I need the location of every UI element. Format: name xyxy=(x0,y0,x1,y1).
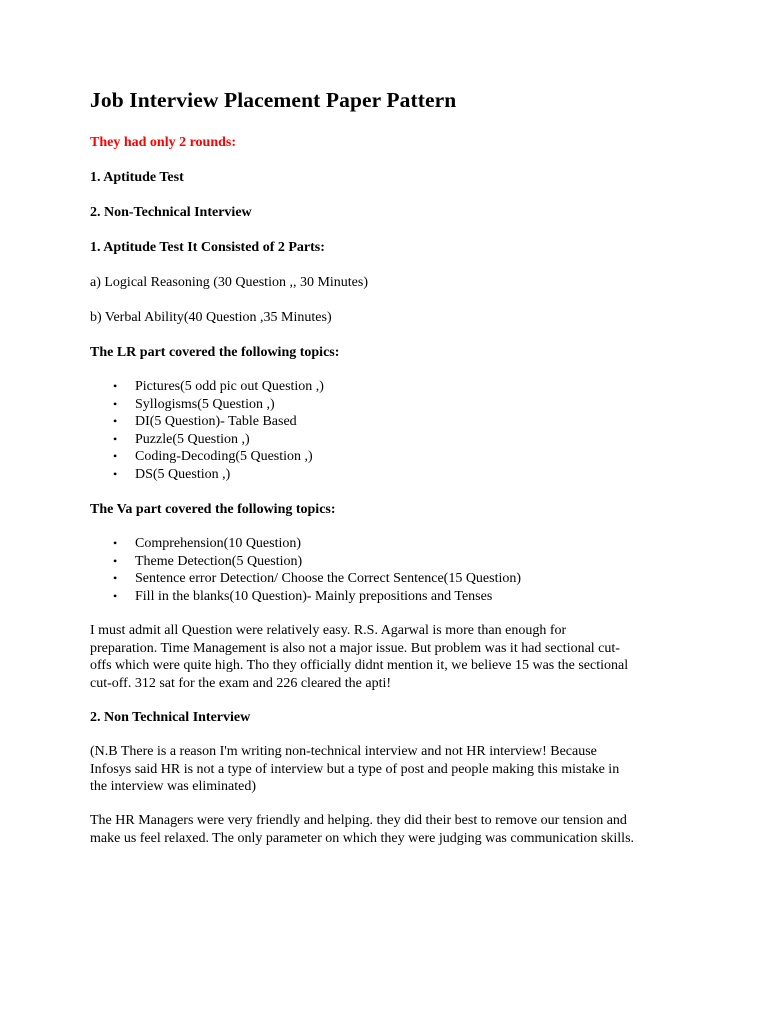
lr-topic-list xyxy=(90,378,324,483)
lr-heading: The LR part covered the following topics: xyxy=(90,345,340,360)
paragraph-line: Infosys said HR is not a type of interview but a type of post and people making this mistake in xyxy=(90,761,620,777)
list-item xyxy=(90,588,521,606)
va-topic-text: Theme Detection(5 Question) xyxy=(135,553,303,569)
lr-topic-text: Puzzle(5 Question ,) xyxy=(135,431,250,447)
list-item xyxy=(90,553,521,571)
bullet-icon: • xyxy=(113,466,118,481)
lr-topic-text: Syllogisms(5 Question ,) xyxy=(135,396,275,412)
part-b-text: b) Verbal Ability(40 Question ,35 Minutes) xyxy=(90,310,332,325)
bullet-icon: • xyxy=(113,588,118,603)
list-item xyxy=(90,535,521,553)
va-topic-text: Comprehension(10 Question) xyxy=(135,536,302,551)
paragraph-line: the interview was eliminated) xyxy=(90,779,256,794)
bullet-icon: • xyxy=(113,379,118,393)
list-item xyxy=(90,466,324,484)
bullet-icon: • xyxy=(113,571,118,585)
paragraph-line: cut-off. 312 sat for the exam and 226 cleared the apti! xyxy=(90,675,392,691)
list-item xyxy=(90,448,324,466)
paragraph-aptitude-summary xyxy=(90,622,690,692)
paragraph-line: (N.B There is a reason I'm writing non-technical interview and not HR interview! Because xyxy=(90,744,597,759)
va-topic-text: Fill in the blanks(10 Question)- Mainly prepositions and Tenses xyxy=(135,588,493,604)
list-item xyxy=(90,570,521,588)
non-technical-heading: 2. Non Technical Interview xyxy=(90,710,251,725)
paragraph-line: I must admit all Question were relatively easy. R.S. Agarwal is more than enough for xyxy=(90,623,567,638)
rounds-intro: They had only 2 rounds: xyxy=(90,135,237,150)
paragraph-line: make us feel relaxed. The only parameter on which they were judging was communication skills. xyxy=(90,830,635,846)
bullet-icon: • xyxy=(113,414,118,428)
paragraph-line: preparation. Time Management is also not a major issue. But problem was it had sectional cut- xyxy=(90,640,620,656)
paragraph-nb-note xyxy=(90,743,690,796)
lr-topic-text: DS(5 Question ,) xyxy=(135,466,231,482)
list-item xyxy=(90,378,324,396)
paragraph-line: The HR Managers were very friendly and helping. they did their best to remove our tension and xyxy=(90,813,627,828)
page-title: Job Interview Placement Paper Pattern xyxy=(90,88,457,112)
list-item xyxy=(90,413,324,431)
bullet-icon: • xyxy=(113,431,118,446)
va-topic-text: Sentence error Detection/ Choose the Correct Sentence(15 Question) xyxy=(135,571,522,586)
part-a-text: a) Logical Reasoning (30 Question ,, 30 Minutes) xyxy=(90,275,369,290)
bullet-icon: • xyxy=(113,553,118,568)
bullet-icon: • xyxy=(113,449,118,463)
bullet-icon: • xyxy=(113,396,118,411)
round-1-label: 1. Aptitude Test xyxy=(90,170,184,185)
paragraph-line: offs which were quite high. Tho they officially didnt mention it, we believe 15 was the sectional xyxy=(90,658,629,673)
paragraph-hr-managers xyxy=(90,812,690,847)
va-heading: The Va part covered the following topics: xyxy=(90,502,336,517)
va-topic-list xyxy=(90,535,521,605)
lr-topic-text: Pictures(5 odd pic out Question ,) xyxy=(135,379,324,394)
lr-topic-text: DI(5 Question)- Table Based xyxy=(135,414,297,429)
lr-topic-text: Coding-Decoding(5 Question ,) xyxy=(135,449,313,464)
list-item xyxy=(90,431,324,449)
aptitude-heading: 1. Aptitude Test It Consisted of 2 Parts: xyxy=(90,240,325,255)
list-item xyxy=(90,396,324,414)
bullet-icon: • xyxy=(113,536,118,550)
round-2-label: 2. Non-Technical Interview xyxy=(90,205,252,220)
